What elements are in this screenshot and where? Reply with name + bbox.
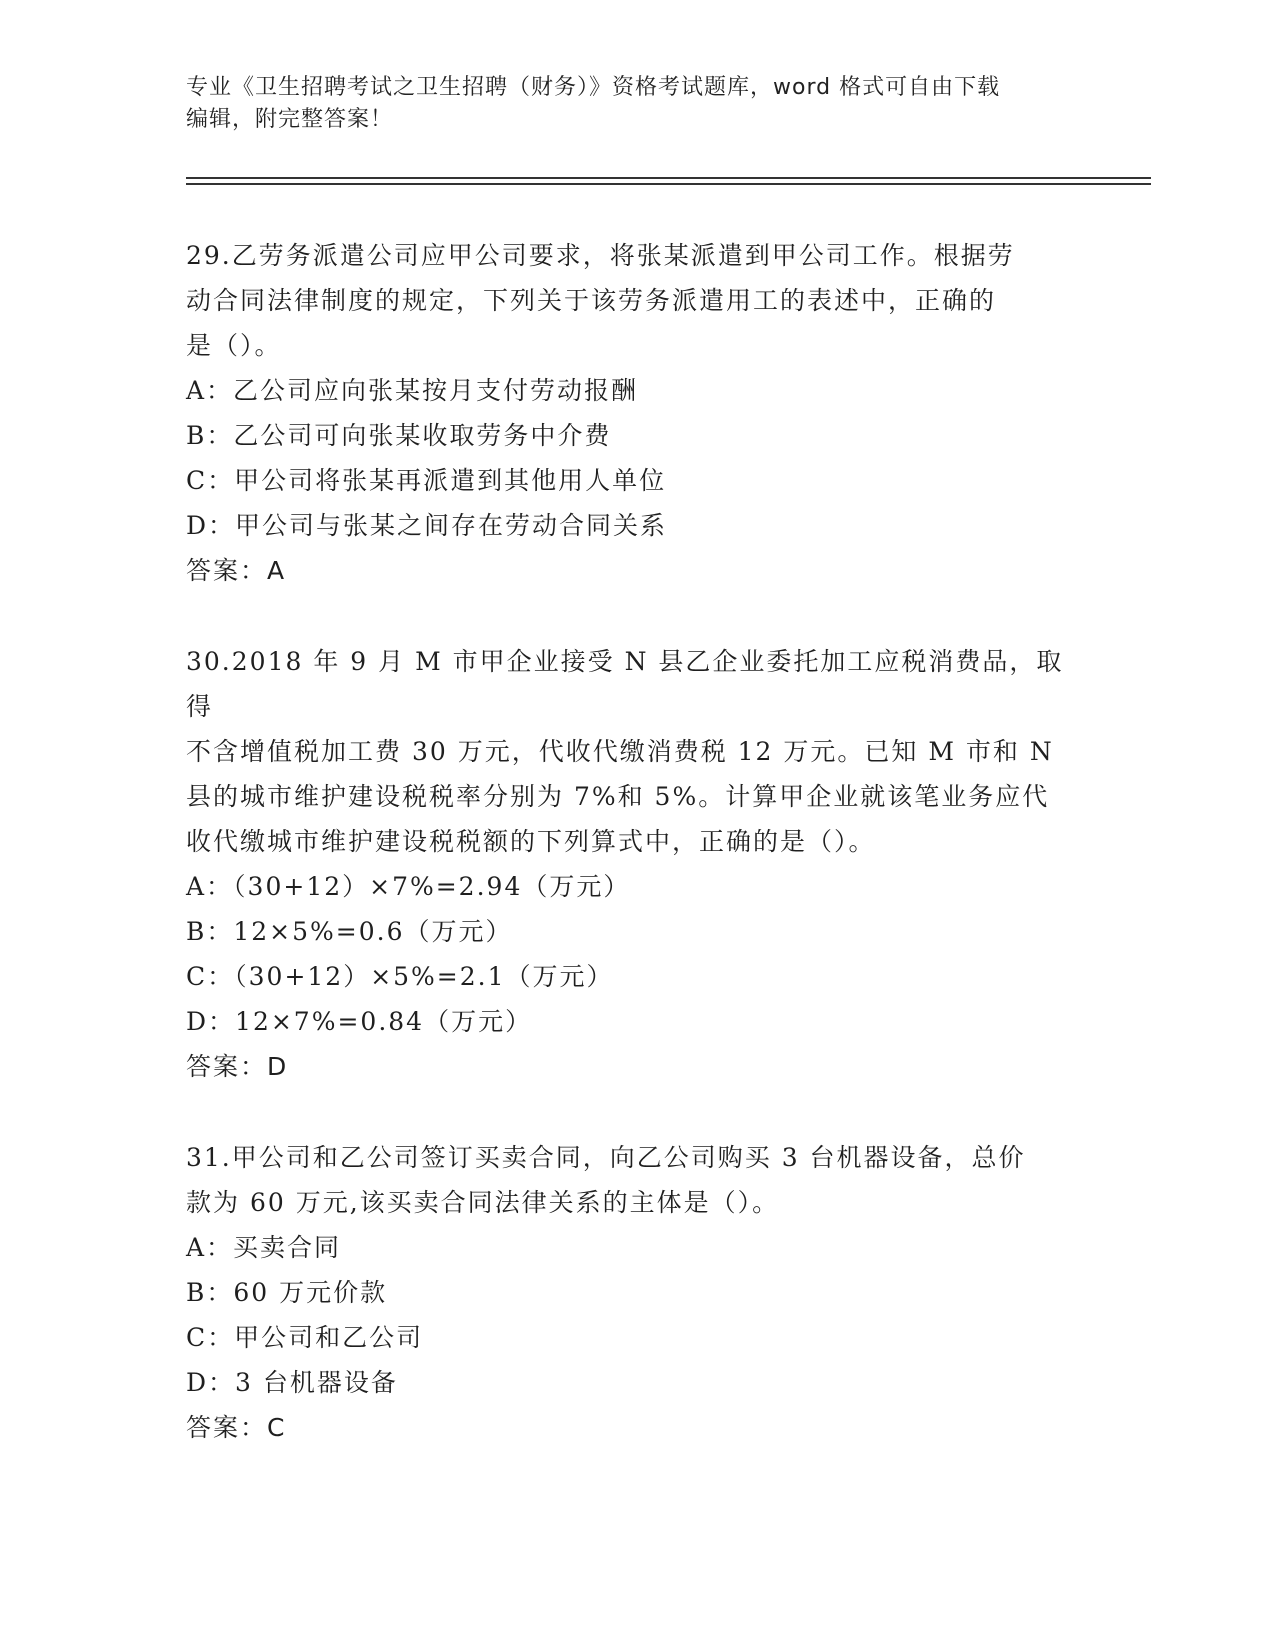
- question-stem-line: 31.甲公司和乙公司签订买卖合同，向乙公司购买 3 台机器设备，总价: [186, 1143, 1026, 1172]
- option-a: A：（30+12）×7%=2.94（万元）: [186, 872, 631, 901]
- option-c: C：（30+12）×5%=2.1（万元）: [186, 962, 614, 991]
- header-line: 编辑，附完整答案！: [186, 107, 394, 132]
- question-stem-line: 不含增值税加工费 30 万元，代收代缴消费税 12 万元。已知 M 市和 N: [186, 737, 1054, 766]
- option-c: C：甲公司和乙公司: [186, 1323, 424, 1352]
- question-29: [186, 233, 1086, 593]
- option-b: B：60 万元价款: [186, 1278, 388, 1307]
- header-line: 专业《卫生招聘考试之卫生招聘（财务）》资格考试题库，word 格式可自由下载: [186, 75, 1001, 100]
- header-divider-bottom: [186, 183, 1151, 185]
- question-stem-line: 县的城市维护建设税税率分别为 7%和 5%。计算甲企业就该笔业务应代: [186, 782, 1050, 811]
- option-d: D：甲公司与张某之间存在劳动合同关系: [186, 511, 668, 540]
- option-d: D：3 台机器设备: [186, 1368, 398, 1397]
- question-stem-line: 款为 60 万元,该买卖合同法律关系的主体是（）。: [186, 1188, 780, 1217]
- question-stem-line: 动合同法律制度的规定，下列关于该劳务派遣用工的表述中，正确的: [186, 286, 997, 315]
- question-list: [186, 233, 1086, 1496]
- option-c: C：甲公司将张某再派遣到其他用人单位: [186, 466, 667, 495]
- option-b: B：12×5%=0.6（万元）: [186, 917, 513, 946]
- answer-label: 答案：C: [186, 1413, 287, 1442]
- option-a: A：买卖合同: [186, 1233, 342, 1262]
- question-30: [186, 639, 1086, 1089]
- header-divider-top: [186, 177, 1151, 179]
- answer-label: 答案：A: [186, 556, 287, 585]
- document-header: [186, 72, 1086, 136]
- question-stem-line: 是（）。: [186, 331, 282, 360]
- option-b: B：乙公司可向张某收取劳务中介费: [186, 421, 612, 450]
- option-a: A：乙公司应向张某按月支付劳动报酬: [186, 376, 639, 405]
- question-stem-line: 29.乙劳务派遣公司应甲公司要求，将张某派遣到甲公司工作。根据劳: [186, 241, 1015, 270]
- question-stem-line: 收代缴城市维护建设税税额的下列算式中，正确的是（）。: [186, 827, 876, 856]
- option-d: D：12×7%=0.84（万元）: [186, 1007, 533, 1036]
- answer-label: 答案：D: [186, 1052, 289, 1081]
- question-stem-line: 30.2018 年 9 月 M 市甲企业接受 N 县乙企业委托加工应税消费品，取得: [186, 647, 1064, 721]
- question-31: [186, 1135, 1086, 1450]
